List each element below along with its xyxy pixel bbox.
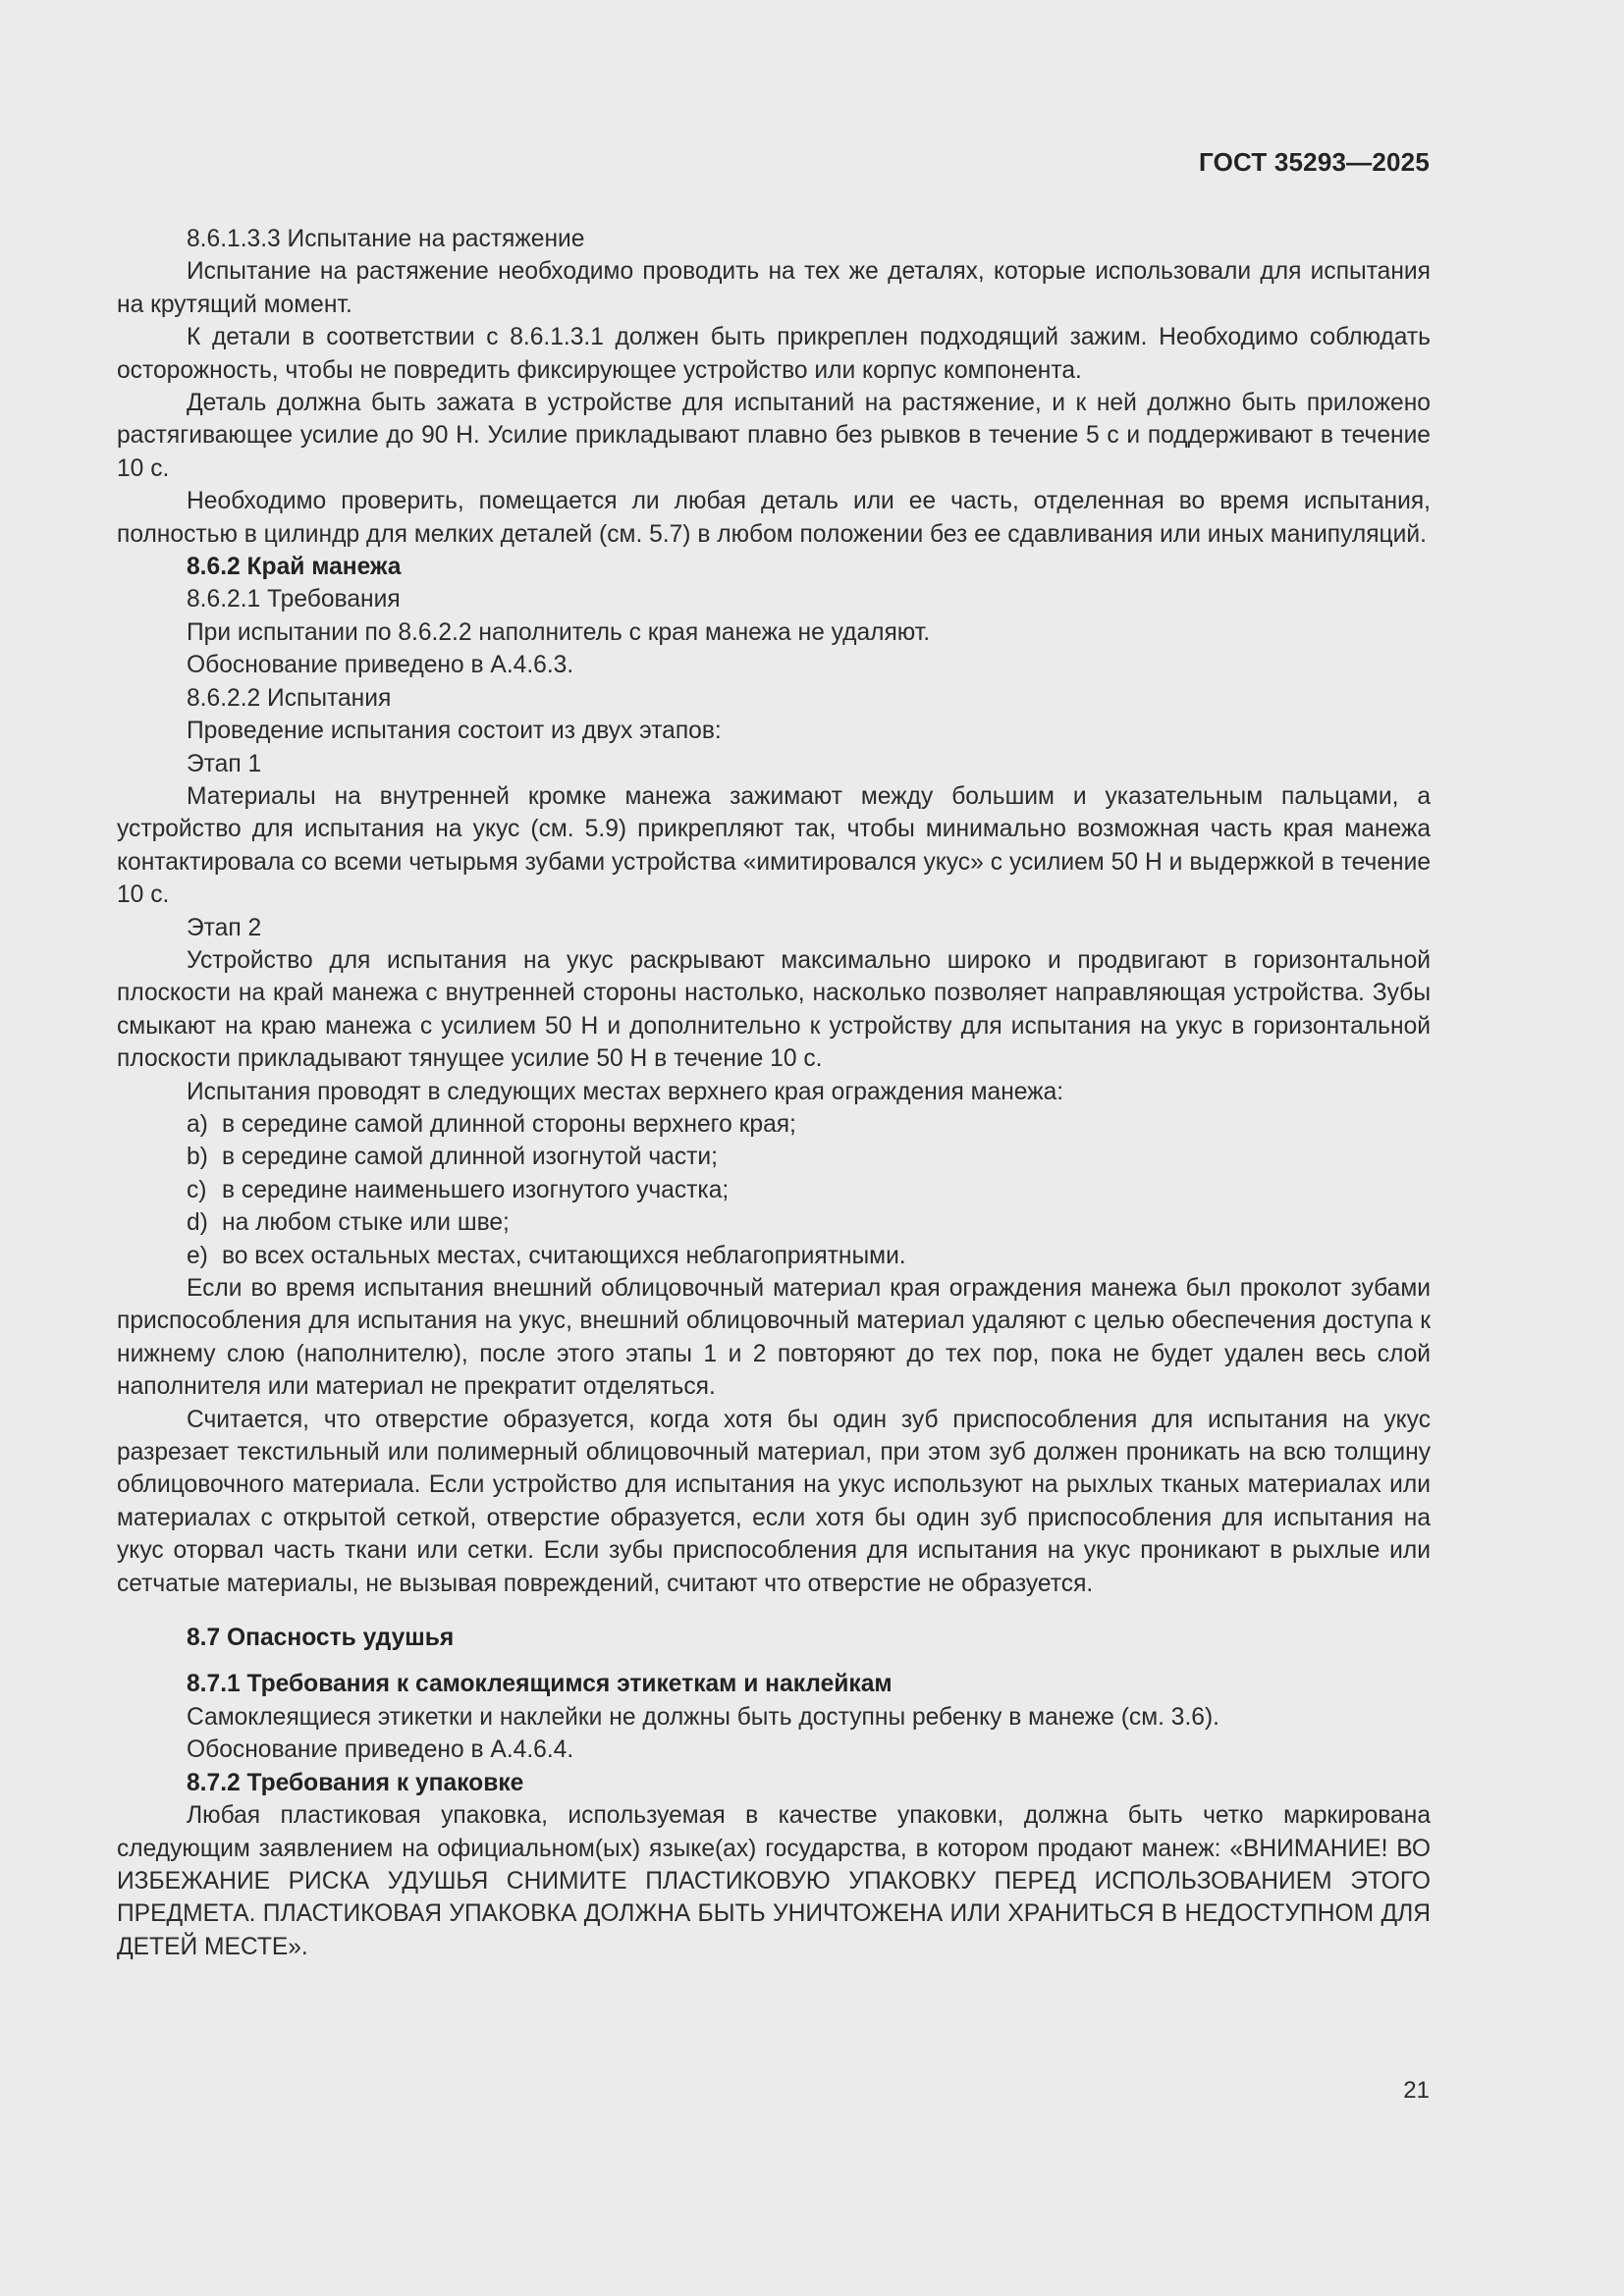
list-item [117,1206,1431,1239]
paragraph: Любая пластиковая упаковка, используемая в качестве упаковки, должна быть четко маркирована следующим заявлением на официальном(ых) языке(ах) государства, в котором продают манеж: «ВНИМАНИЕ! ВО ИЗБЕЖАНИЕ РИСКА УДУШЬЯ СНИМИТЕ ПЛАСТИКОВУЮ УПАКОВКУ ПЕРЕД ИСПОЛЬЗОВАНИЕМ ЭТОГО ПРЕДМЕТА. ПЛАСТИКОВАЯ УПАКОВКА ДОЛЖНА БЫТЬ УНИЧТОЖЕНА ИЛИ ХРАНИТЬСЯ В НЕДОСТУПНОМ ДЛЯ ДЕТЕЙ МЕСТЕ». [117,1802,1431,1960]
list-marker: a) [187,1110,208,1138]
list-item-text: в середине самой длинной стороны верхнего края; [222,1110,796,1138]
paragraph: Материалы на внутренней кромке манежа зажимают между большим и указательным пальцами, а устройство для испытания на укус (см. 5.9) прикрепляют так, чтобы минимально возможная часть края манежа контактировала со всеми четырьмя зубами устройства «имитировался укус» с усилием 50 Н и выдержкой в течение 10 с. [117,782,1431,909]
paragraph: 8.6.2.2 Испытания [187,684,392,712]
paragraph: Испытание на растяжение необходимо проводить на тех же деталях, которые использовали для испытания на крутящий момент. [117,258,1431,318]
list-item [117,1240,1431,1272]
paragraph: Проведение испытания состоит из двух этапов: [187,718,722,745]
paragraph: Если во время испытания внешний облицовочный материал края ограждения манежа был проколот зубами приспособления для испытания на укус, внешний облицовочный материал удаляют с целью обеспечения доступа к нижнему слою (наполнителю), после этого этапы 1 и 2 повторяют до тех пор, пока не будет удален весь слой наполнителя или материал не прекратит отделяться. [117,1275,1431,1401]
section-heading: 8.7.2 Требования к упаковке [187,1769,524,1796]
list-item-text: на любом стыке или шве; [222,1209,510,1237]
paragraph: При испытании по 8.6.2.2 наполнитель с края манежа не удаляют. [187,618,931,646]
section-heading: 8.7 Опасность удушья [187,1625,455,1652]
list-item-text: во всех остальных местах, считающихся неблагоприятными. [222,1242,906,1269]
paragraph: Испытания проводят в следующих местах верхнего края ограждения манежа: [187,1078,1064,1105]
list-item [117,1174,1431,1206]
list-marker: c) [187,1176,207,1203]
page-number: 21 [1403,2077,1430,2104]
section-heading: 8.6.2 Край манежа [187,554,402,581]
paragraph: Обоснование приведено в А.4.6.3. [187,652,574,679]
paragraph: Необходимо проверить, помещается ли любая деталь или ее часть, отделенная во время испытания, полностью в цилиндр для мелких деталей (см. 5.7) в любом положении без ее сдавливания или иных манипуляций. [117,488,1431,548]
paragraph: 8.6.2.1 Требования [187,586,401,614]
list-item-text: в середине самой длинной изогнутой части; [222,1144,718,1171]
paragraph: Обоснование приведено в А.4.6.4. [187,1736,574,1764]
list-item [117,1108,1431,1141]
list-marker: d) [187,1209,208,1237]
paragraph: 8.6.1.3.3 Испытание на растяжение [187,226,585,252]
list-item [117,1141,1431,1173]
section-heading: 8.7.1 Требования к самоклеящимся этикеткам и наклейкам [187,1671,893,1698]
document-code: ГОСТ 35293—2025 [1199,147,1430,177]
list-marker: b) [187,1144,208,1171]
paragraph: К детали в соответствии с 8.6.1.3.1 должен быть прикреплен подходящий зажим. Необходимо соблюдать осторожность, чтобы не повредить фиксирующее устройство или корпус компонента. [117,324,1431,384]
paragraph: Деталь должна быть зажата в устройстве для испытаний на растяжение, и к ней должно быть приложено растягивающее усилие до 90 Н. Усилие прикладывают плавно без рывков в течение 5 с и поддерживают в течение 10 с. [117,390,1431,482]
list-marker: e) [187,1242,208,1269]
list-item-text: в середине наименьшего изогнутого участка; [222,1176,730,1203]
paragraph: Считается, что отверстие образуется, когда хотя бы один зуб приспособления для испытания на укус разрезает текстильный или полимерный облицовочный материал, при этом зуб должен проникать на всю толщину облицовочного материала. Если устройство для испытания на укус используют на рыхлых тканых материалах или материалах с открытой сеткой, отверстие образуется, если хотя бы один зуб приспособления для испытания на укус оторвал часть ткани или сетки. Если зубы приспособления для испытания на укус проникают в рыхлые или сетчатые материалы, не вызывая повреждений, считают что отверстие не образуется. [117,1406,1431,1597]
paragraph: Этап 1 [187,750,262,777]
paragraph: Устройство для испытания на укус раскрывают максимально широко и продвигают в горизонтальной плоскости на край манежа с внутренней стороны настолько, насколько позволяет направляющая устройства. Зубы смыкают на краю манежа с усилием 50 Н и дополнительно к устройству для испытания на укус в горизонтальной плоскости прикладывают тянущее усилие 50 Н в течение 10 с. [117,946,1431,1073]
paragraph: Самоклеящиеся этикетки и наклейки не должны быть доступны ребенку в манеже (см. 3.6). [187,1703,1219,1731]
document-body [117,223,1431,1963]
paragraph: Этап 2 [187,914,262,941]
